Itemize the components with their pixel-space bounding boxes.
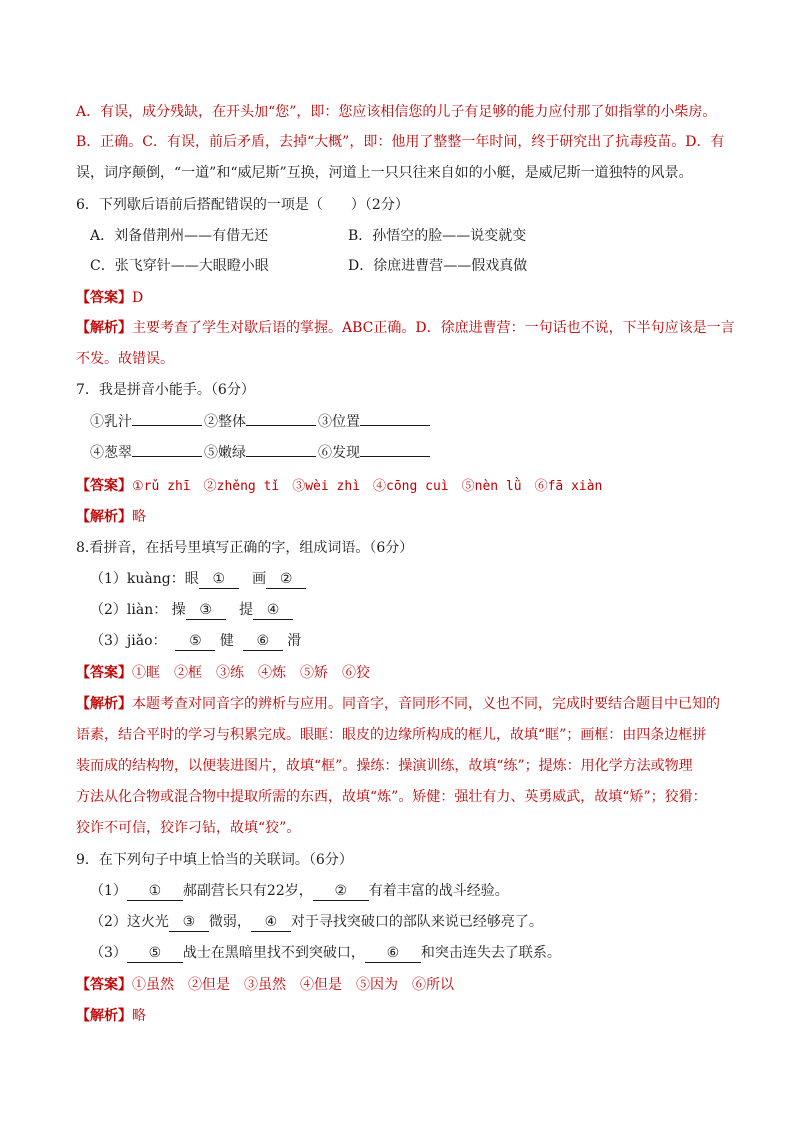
- q6-option-c: C．张飞穿针——大眼瞪小眼: [90, 258, 269, 274]
- q8-analysis-line-5: 狡诈不可信，狡诈刁钻，故填“狡”。: [76, 820, 301, 836]
- answer-label: 【答案】: [76, 290, 132, 306]
- q7-item-2: ②整体: [204, 412, 316, 432]
- q5-explanation-line-1: A．有误，成分残缺，在开头加“您”，即：您应该相信您的儿子有足够的能力应付那了如指掌的小柴房。: [76, 104, 717, 120]
- q6-stem: 6．下列歇后语前后搭配错误的一项是（ ）（2分）: [76, 197, 409, 213]
- q8-answer: 【答案】①眶 ②框 ③练 ④炼 ⑤矫 ⑥狡: [76, 665, 370, 681]
- q9-sentence-2: （2）这火光 ③ 微弱， ④ 对于寻找突破口的部队来说已经够亮了。: [90, 914, 543, 930]
- q9-answer: 【答案】①虽然 ②但是 ③虽然 ④但是 ⑤因为 ⑥所以: [76, 977, 454, 993]
- q7-item-1: ①乳汁: [90, 412, 202, 432]
- q7-stem: 7．我是拼音小能手。（6分）: [76, 382, 255, 398]
- q7-item-5: ⑤嫩绿: [204, 443, 316, 463]
- q9-sentence-3: （3） ⑤ 战士在黑暗里找不到突破口， ⑥ 和突击连失去了联系。: [90, 945, 561, 961]
- q5-explanation-line-3: 误，词序颠倒，“一道”和“威尼斯”互换，河道上一只只往来自如的小艇，是威尼斯一道独特的风景。: [76, 165, 693, 181]
- q8-analysis-line-3: 装而成的结构物，以便装进图片，故填“框”。操练：操演训练，故填“练”；提炼：用化学方法或物理: [76, 758, 693, 774]
- q7-analysis: 【解析】略: [76, 509, 146, 525]
- q8-answer-value: ①眶 ②框 ③练 ④炼 ⑤矫 ⑥狡: [132, 665, 370, 681]
- q7-answer-value: ①rǔ zhī ②zhěng tǐ ③wèi zhì ④cōng cuì ⑤nèn lǜ ⑥fā xiàn: [132, 479, 603, 494]
- q7-item-4: ④葱翠: [90, 443, 202, 463]
- q8-analysis-line-1: 【解析】本题考查对同音字的辨析与应用。同音字，音同形不同，义也不同，完成时要结合题目中已知的: [76, 696, 720, 712]
- q8-row-2: （2）liàn： 操 ③ 提 ④: [90, 600, 293, 620]
- q6-option-b: B．孙悟空的脸——说变就变: [348, 228, 527, 244]
- q6-analysis-line-1: [76, 318, 735, 338]
- q9-sentence-1: （1） ① 郝副营长只有22岁， ② 有着丰富的战斗经验。: [90, 883, 509, 899]
- q5-explanation-line-2: B．正确。C．有误，前后矛盾，去掉“大概”，即：他用了整整一年时间，终于研究出了抗毒疫苗。D．有: [76, 134, 725, 150]
- q9-answer-value: ①虽然 ②但是 ③虽然 ④但是 ⑤因为 ⑥所以: [132, 977, 454, 993]
- q8-analysis-line-4: 方法从化合物或混合物中提取所需的东西，故填“炼”。矫健：强壮有力、英勇威武，故填“矫”；狡猾：: [76, 789, 707, 805]
- q7-answer: 【答案】①rǔ zhī ②zhěng tǐ ③wèi zhì ④cōng cuì ⑤nèn lǜ ⑥fā xiàn: [76, 478, 603, 494]
- q8-row-1: （1）kuàng：眼 ① 画 ②: [90, 569, 306, 589]
- q7-item-6: ⑥发现: [318, 443, 430, 463]
- analysis-label: 【解析】: [76, 320, 132, 336]
- q8-stem: 8.看拼音，在括号里填写正确的字，组成词语。（6分）: [76, 540, 414, 556]
- q6-analysis-line-2: 不发。故错误。: [76, 351, 174, 367]
- q9-stem: 9．在下列句子中填上恰当的关联词。（6分）: [76, 852, 353, 868]
- q6-answer: [76, 288, 143, 308]
- q6-option-d: D．徐庶进曹营——假戏真做: [348, 258, 528, 274]
- q6-option-a: A．刘备借荆州——有借无还: [90, 228, 269, 244]
- q6-answer-value: D: [132, 290, 144, 306]
- q8-analysis-line-2: 语素，结合平时的学习与积累完成。眼眶：眼皮的边缘所构成的框儿，故填“眶”；画框：由四条边框拼: [76, 727, 707, 743]
- q7-item-3: ③位置: [318, 412, 430, 432]
- q8-row-3: （3）jiǎo： ⑤ 健 ⑥ 滑: [90, 633, 302, 649]
- q6-analysis-text: 主要考查了学生对歇后语的掌握。ABC正确。D．徐庶进曹营：一句话也不说，下半句应该是一言: [132, 320, 735, 336]
- q9-analysis: 【解析】略: [76, 1008, 146, 1024]
